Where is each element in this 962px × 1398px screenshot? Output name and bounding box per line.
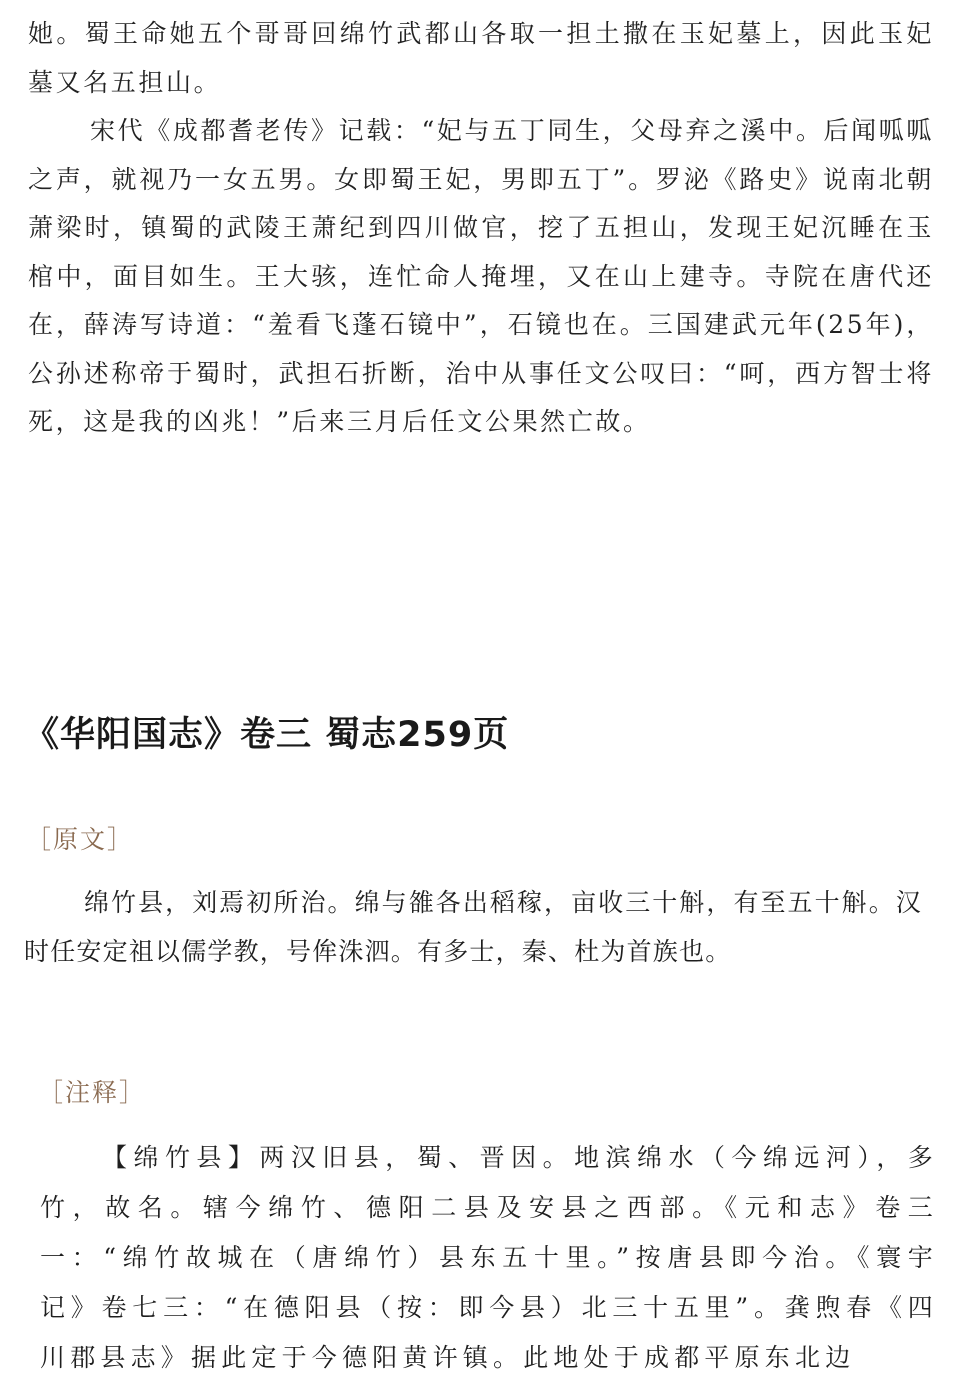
original-text-paragraph: 绵竹县，刘焉初所治。绵与雒各出稻稼，亩收三十斛，有至五十斛。汉时任安定祖以儒学教，号侔洙泗。有多士，秦、杜为首族也。	[24, 888, 922, 966]
narrative-paragraph-2: 宋代《成都耆老传》记载：“妃与五丁同生，父母弃之溪中。后闻呱呱之声，就视乃一女五男。女即蜀王妃，男即五丁”。罗泌《路史》说南北朝萧梁时，镇蜀的武陵王萧纪到四川做官，挖了五担山，发现王妃沉睡在玉棺中，面目如生。王大骇，连忙命人掩埋，又在山上建寺。寺院在唐代还在，薛涛写诗道：“羞看飞蓬石镜中”，石镜也在。三国建武元年(25年)，公孙述称帝于蜀时，武担石折断，治中从事任文公叹曰：“呵，西方智士将死，这是我的凶兆！”后来三月后任文公果然亡故。	[28, 116, 934, 436]
annotation-label: ［注释］	[38, 1078, 147, 1107]
section-heading: 《华阳国志》卷三 蜀志259页	[24, 715, 510, 755]
annotation-paragraph: 【绵竹县】两汉旧县，蜀、晋因。地滨绵水（今绵远河），多竹，故名。辖今绵竹、德阳二县及安县之西部。《元和志》卷三一：“绵竹故城在（唐绵竹）县东五十里。”按唐县即今治。《寰宇记》卷七三：“在德阳县（按：即今县）北三十五里”。龚煦春《四川郡县志》据此定于今德阳黄许镇。此地处于成都平原东北边	[40, 1143, 938, 1372]
narrative-paragraph-1: 她。蜀王命她五个哥哥回绵竹武都山各取一担土撒在玉妃墓上，因此玉妃墓又名五担山。	[28, 19, 934, 97]
top-narrative	[28, 10, 934, 447]
original-text	[24, 878, 922, 976]
annotation-text	[40, 1133, 938, 1383]
original-text-label: ［原文］	[26, 825, 135, 854]
